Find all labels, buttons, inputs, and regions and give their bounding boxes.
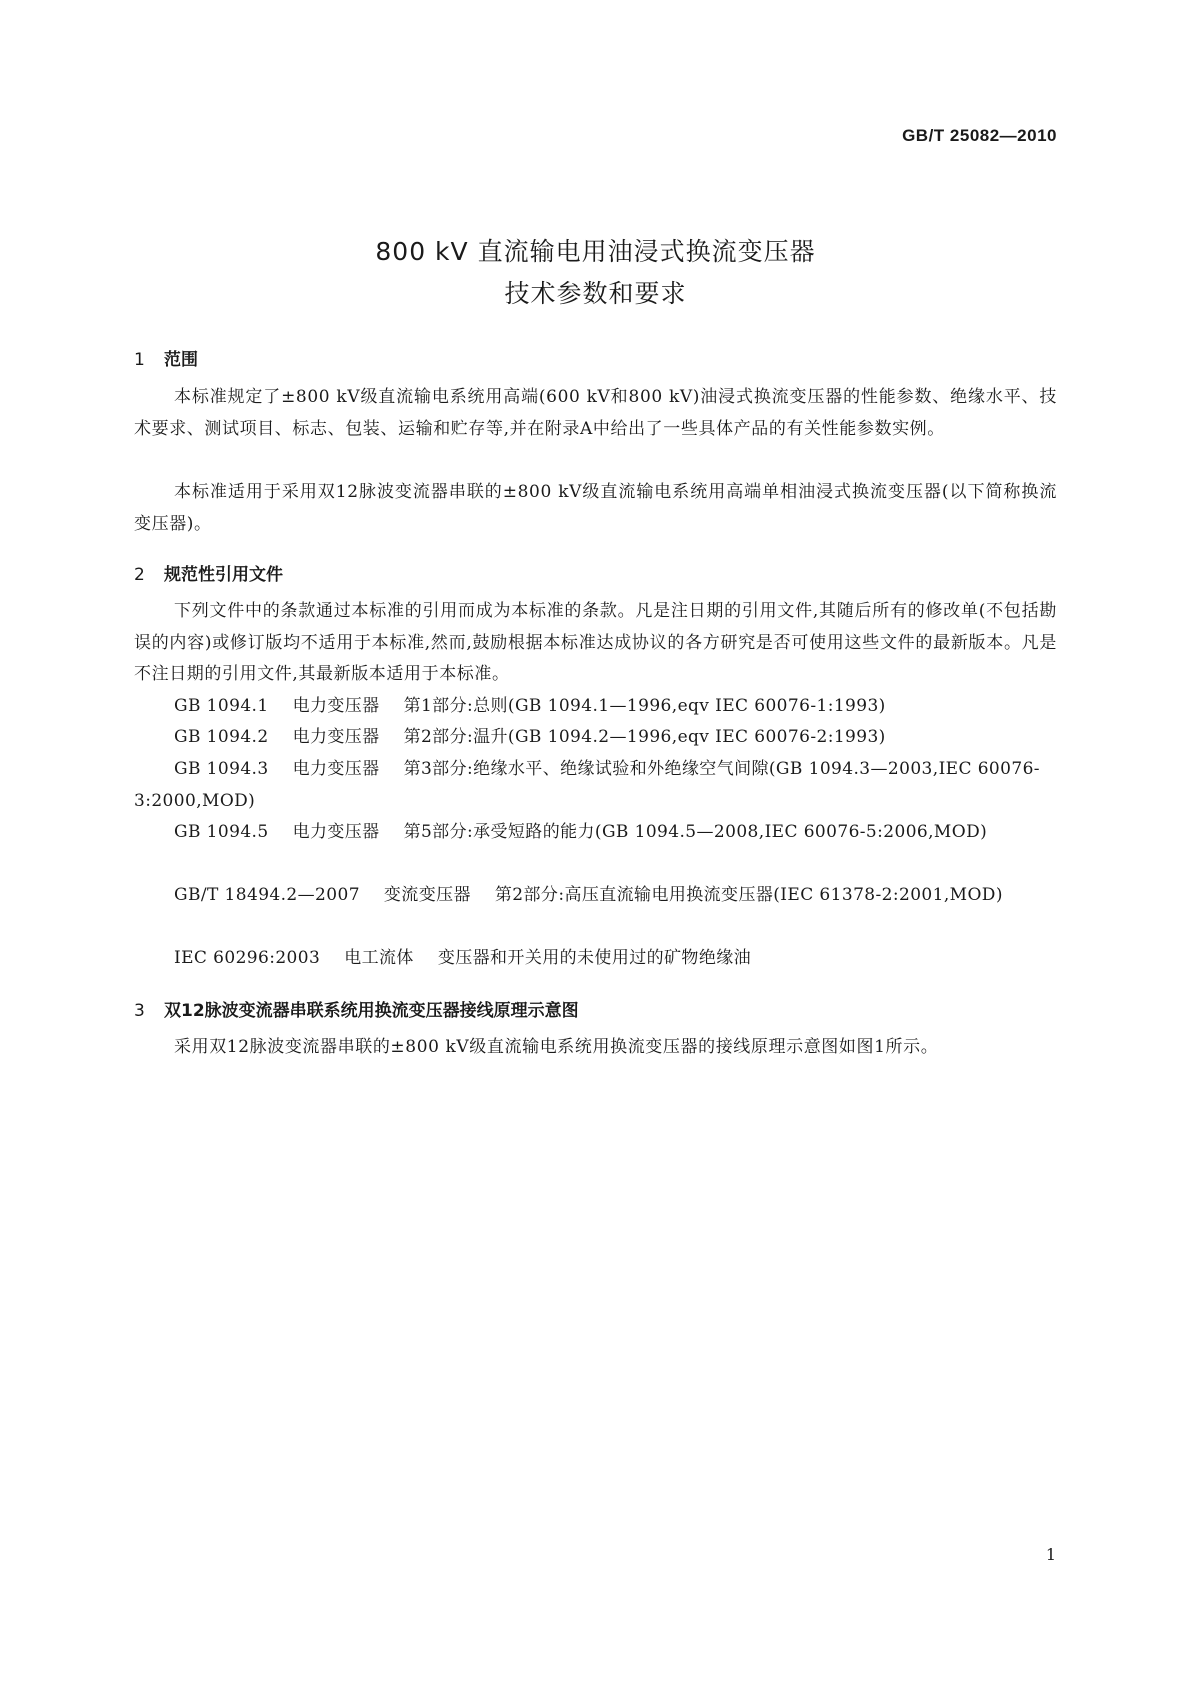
section-1-heading	[134, 345, 198, 370]
reference-part: 第2部分:高压直流输电用换流变压器(IEC 61378-2:2001,MOD)	[494, 885, 1003, 905]
section-3-heading	[134, 996, 579, 1021]
standard-code: GB/T 25082—2010	[902, 126, 1057, 145]
reference-code: IEC 60296:2003	[174, 948, 321, 968]
reference-item	[134, 880, 1057, 912]
reference-item	[134, 691, 1057, 723]
reference-name: 电力变压器	[292, 822, 380, 842]
section-number: 2	[134, 565, 145, 585]
reference-name: 电工流体	[344, 948, 414, 968]
reference-code: GB 1094.1	[174, 696, 269, 716]
section-3-paragraph-1: 采用双12脉波变流器串联的±800 kV级直流输电系统用换流变压器的接线原理示意图如图1所示。	[174, 1037, 939, 1057]
reference-part: 第3部分:绝缘水平、绝缘试验和外绝缘空气间隙(GB 1094.3—2003,IEC 60076-3:2000,MOD)	[134, 759, 1040, 811]
reference-code: GB 1094.2	[174, 727, 269, 747]
reference-item	[134, 943, 1057, 975]
reference-code: GB/T 18494.2—2007	[174, 885, 360, 905]
section-1-paragraph-1: 本标准规定了±800 kV级直流输电系统用高端(600 kV和800 kV)油浸式换流变压器的性能参数、绝缘水平、技术要求、测试项目、标志、包装、运输和贮存等,并在附录A中给出了一些具体产品的有关性能参数实例。	[134, 387, 1057, 439]
reference-code: GB 1094.3	[174, 759, 269, 779]
reference-name: 电力变压器	[292, 759, 380, 779]
reference-item	[134, 722, 1057, 754]
reference-part: 第5部分:承受短路的能力(GB 1094.5—2008,IEC 60076-5:2006,MOD)	[403, 822, 988, 842]
section-2-intro: 下列文件中的条款通过本标准的引用而成为本标准的条款。凡是注日期的引用文件,其随后所有的修改单(不包括勘误的内容)或修订版均不适用于本标准,然而,鼓励根据本标准达成协议的各方研究是否可使用这些文件的最新版本。凡是不注日期的引用文件,其最新版本适用于本标准。	[134, 601, 1057, 684]
section-number: 3	[134, 1001, 145, 1021]
reference-name: 电力变压器	[292, 696, 380, 716]
reference-item	[134, 754, 1057, 817]
page-number: 1	[1045, 1545, 1056, 1564]
reference-name: 变流变压器	[383, 885, 471, 905]
reference-part: 第1部分:总则(GB 1094.1—1996,eqv IEC 60076-1:1993)	[403, 696, 886, 716]
document-title-line-2: 技术参数和要求	[504, 279, 687, 308]
section-2-heading	[134, 560, 283, 585]
reference-part: 第2部分:温升(GB 1094.2—1996,eqv IEC 60076-2:1993)	[403, 727, 886, 747]
section-1-paragraph-2: 本标准适用于采用双12脉波变流器串联的±800 kV级直流输电系统用高端单相油浸式换流变压器(以下简称换流变压器)。	[134, 482, 1057, 534]
section-number: 1	[134, 350, 145, 370]
section-title: 双12脉波变流器串联系统用换流变压器接线原理示意图	[164, 1001, 579, 1021]
reference-code: GB 1094.5	[174, 822, 269, 842]
section-title: 规范性引用文件	[164, 565, 283, 585]
reference-name: 电力变压器	[292, 727, 380, 747]
reference-item	[134, 817, 1057, 849]
document-title-line-1: 800 kV 直流输电用油浸式换流变压器	[375, 237, 816, 266]
reference-part: 变压器和开关用的未使用过的矿物绝缘油	[437, 948, 752, 968]
section-title: 范围	[164, 350, 198, 370]
